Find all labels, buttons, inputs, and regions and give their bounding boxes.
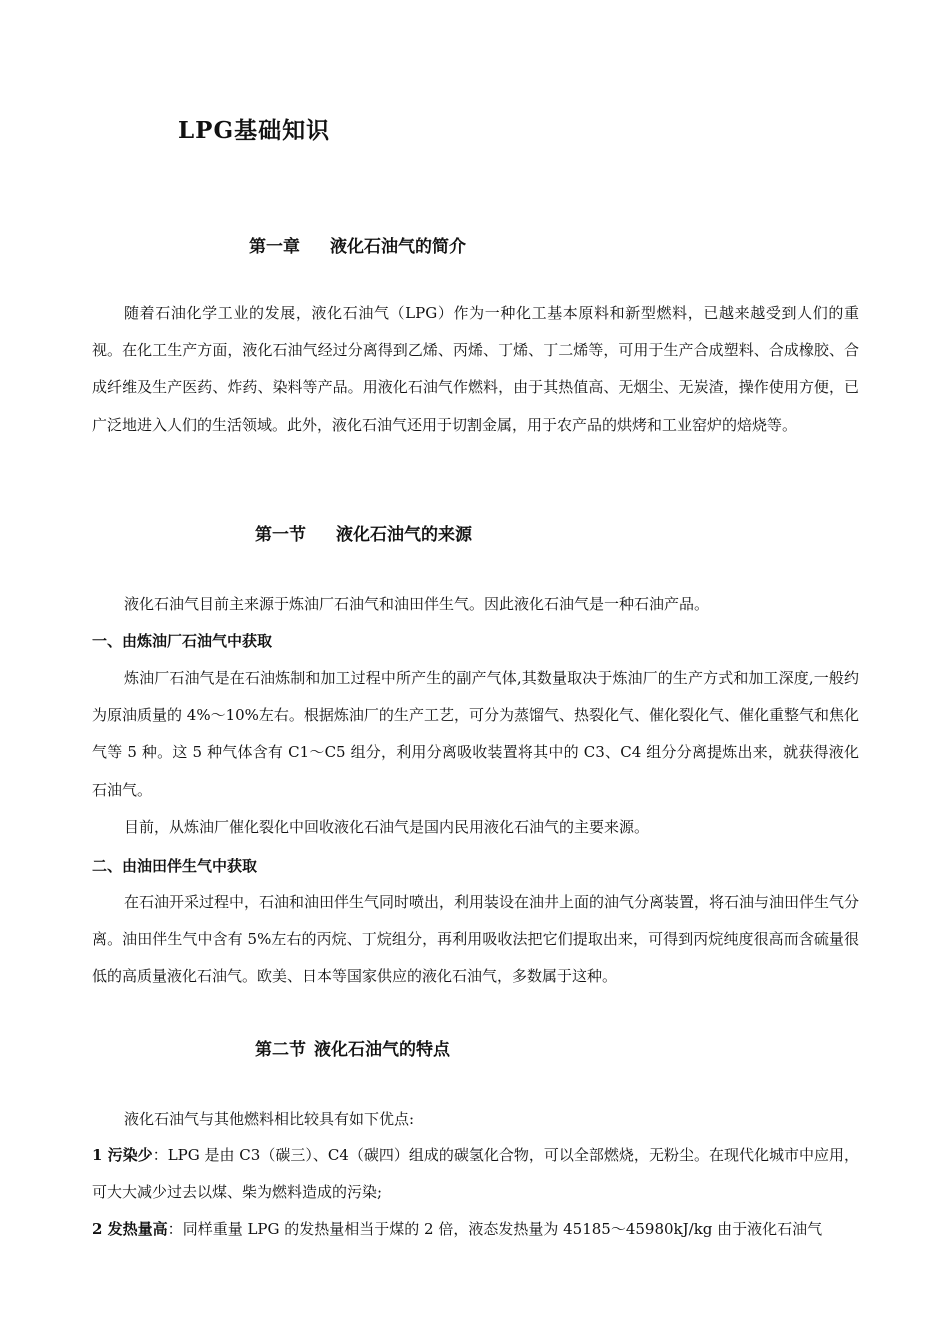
- list-item-heat: [92, 1211, 859, 1248]
- list-item-lead: 2 发热量高: [92, 1220, 168, 1238]
- chapter-intro-paragraph: 随着石油化学工业的发展，液化石油气（LPG）作为一种化工基本原料和新型燃料，已越来越受到人们的重视。在化工生产方面，液化石油气经过分离得到乙烯、丙烯、丁烯、丁二烯等，可用于生产合成塑料、合成橡胶、合成纤维及生产医药、炸药、染料等产品。用液化石油气作燃料，由于其热值高、无烟尘、无炭渣，操作使用方便，已广泛地进入人们的生活领域。此外，液化石油气还用于切割金属，用于农产品的烘烤和工业窑炉的焙烧等。: [92, 304, 859, 434]
- section2-intro-paragraph: 液化石油气与其他燃料相比较具有如下优点:: [124, 1110, 415, 1128]
- list-item-text: LPG 是由 C3（碳三）、C4（碳四）组成的碳氢化合物，可以全部燃烧，无粉尘。在现代化城市中应用，可大大减少过去以煤、柴为燃料造成的污染;: [92, 1146, 859, 1202]
- list-item-text: 同样重量 LPG 的发热量相当于煤的 2 倍，液态发热量为 45185～45980kJ/kg 由于液化石油气: [182, 1220, 823, 1238]
- chapter-number: 第一章: [249, 237, 300, 257]
- section1-number: 第一节: [255, 525, 306, 545]
- section1-title: 液化石油气的来源: [336, 525, 472, 545]
- oilfield-paragraph: 在石油开采过程中，石油和油田伴生气同时喷出，利用装设在油井上面的油气分离装置，将石油与油田伴生气分离。油田伴生气中含有 5%左右的丙烷、丁烷组分，再利用吸收法把它们提取出来，可得到丙烷纯度很高而含硫量很低的高质量液化石油气。欧美、日本等国家供应的液化石油气，多数属于这种。: [92, 893, 860, 986]
- list-item-separator: ：: [152, 1146, 168, 1164]
- list-item-lead: 1 污染少: [92, 1146, 153, 1164]
- chapter-title: 液化石油气的简介: [330, 237, 466, 257]
- document-title: LPG基础知识: [178, 117, 331, 144]
- section2-number: 第二节: [255, 1040, 306, 1060]
- refinery-current-paragraph: 目前，从炼油厂催化裂化中回收液化石油气是国内民用液化石油气的主要来源。: [124, 818, 650, 836]
- section2-title: 液化石油气的特点: [314, 1040, 450, 1060]
- chapter-heading: [249, 232, 466, 257]
- subheading-refinery: 一、由炼油厂石油气中获取: [92, 632, 273, 650]
- list-item-separator: ：: [167, 1220, 183, 1238]
- section1-heading: [255, 520, 472, 545]
- subheading-oilfield: 二、由油田伴生气中获取: [92, 857, 258, 875]
- list-item-pollution: [92, 1137, 859, 1211]
- section2-heading: [255, 1035, 450, 1060]
- refinery-paragraph: 炼油厂石油气是在石油炼制和加工过程中所产生的副产气体,其数量取决于炼油厂的生产方式和加工深度,一般约为原油质量的 4%～10%左右。根据炼油厂的生产工艺，可分为蒸馏气、热裂化气、催化裂化气、催化重整气和焦化气等 5 种。这 5 种气体含有 C1～C5 组分，利用分离吸收装置将其中的 C3、C4 组分分离提炼出来，就获得液化石油气。: [92, 669, 859, 799]
- section1-intro-paragraph: 液化石油气目前主来源于炼油厂石油气和油田伴生气。因此液化石油气是一种石油产品。: [124, 595, 710, 613]
